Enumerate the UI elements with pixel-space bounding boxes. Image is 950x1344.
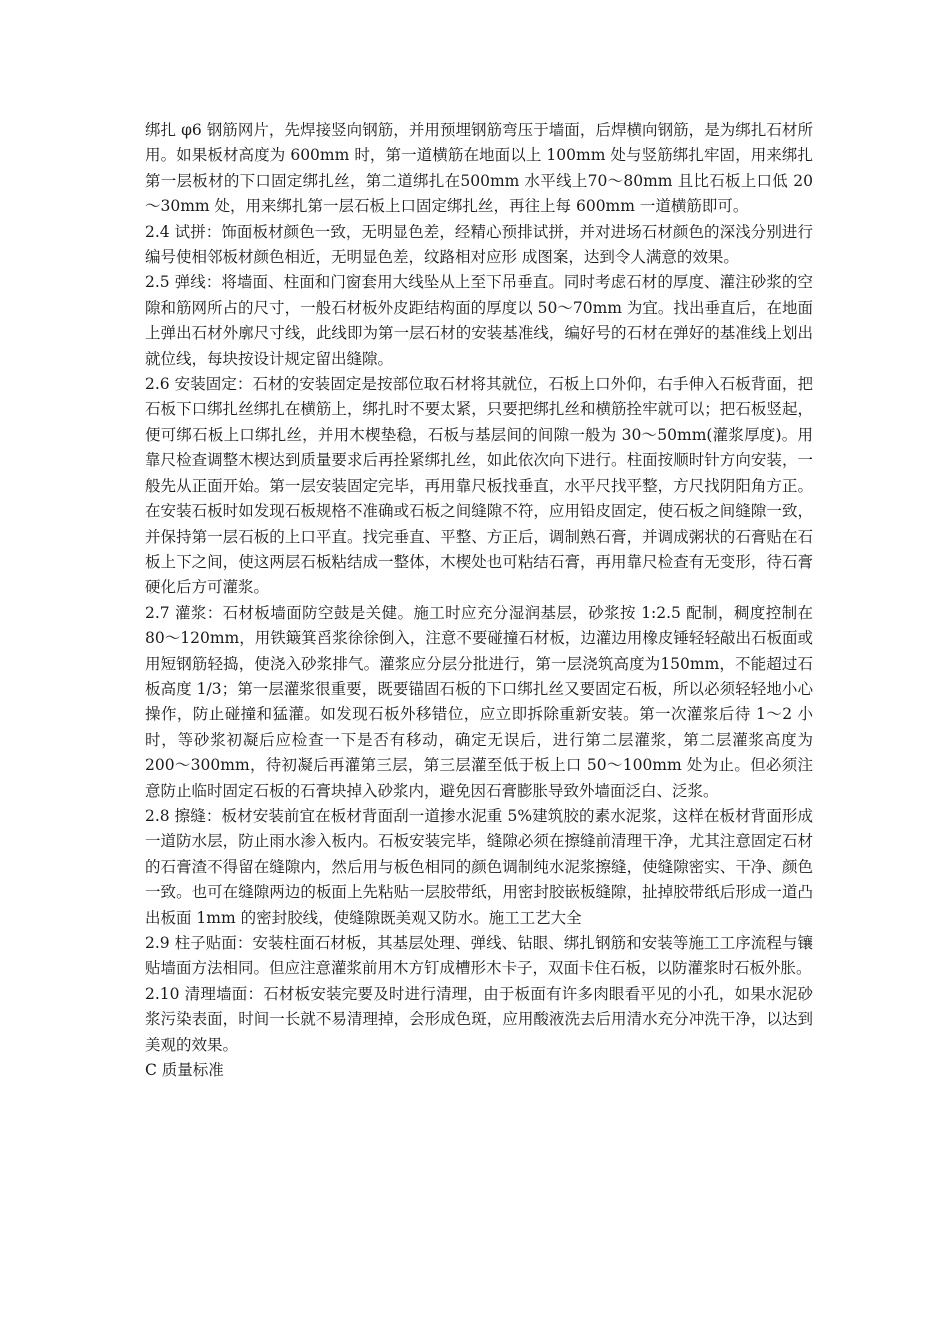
paragraph-column-facing: 2.9 柱子贴面：安装柱面石材板，其基层处理、弹线、钻眼、绑扎钢筋和安装等施工工序流程与镶贴墙面方法相同。但应注意灌浆前用木方钉成槽形木卡子，双面卡住石板，以防灌浆时石板外胀。 xyxy=(145,934,813,978)
paragraph-grouting: 2.7 灌浆：石材板墙面防空鼓是关健。施工时应充分湿润基层，砂浆按 1:2.5 配制，稠度控制在 80～120mm，用铁簸箕舀浆徐徐倒入，注意不要碰撞石材板，边灌边用橡皮锤轻轻敲出石板面或用短钢筋轻捣，使浇入砂浆排气。灌浆应分层分批进行，第一层浇筑高度为150mm，不能超过石板高度 1/3；第一层灌浆很重要，既要锚固石板的下口绑扎丝又要固定石板，所以必须轻轻地小心操作，防止碰撞和猛灌。如发现石板外移错位，应立即拆除重新安装。第一次灌浆后待 1～2 小时，等砂浆初凝后应检查一下是否有移动，确定无误后，进行第二层灌浆，第二层灌浆高度为 200～300mm，待初凝后再灌第三层，第三层灌至低于板上口 50～100mm 处为止。但必须注意防止临时固定石板的石膏块掉入砂浆内，避免因石膏膨胀导致外墙面泛白、泛浆。 xyxy=(145,603,813,800)
paragraph-install-fixing: 2.6 安装固定：石材的安装固定是按部位取石材将其就位，石板上口外仰，右手伸入石板背面，把石板下口绑扎丝绑扎在横筋上，绑扎时不要太紧，只要把绑扎丝和横筋拴牢就可以；把石板竖起，便可绑石板上口绑扎丝，并用木楔垫稳，石板与基层间的间隙一般为 30～50mm(灌浆厚度)。用靠尺检查调整木楔达到质量要求后再拴紧绑扎丝，如此依次向下进行。柱面按顺时针方向安装，一般先从正面开始。第一层安装固定完毕，再用靠尺板找垂直，水平尺找平整，方尺找阴阳角方正。在安装石板时如发现石板规格不准确或石板之间缝隙不符，应用铅皮固定，使石板之间缝隙一致，并保持第一层石板的上口平直。找完垂直、平整、方正后，调制熟石膏，并调成粥状的石膏贴在石板上下之间，使这两层石板粘结成一整体，木楔处也可粘结石膏，再用靠尺检查有无变形，待石膏硬化后方可灌浆。 xyxy=(145,375,813,597)
paragraph-wall-cleaning: 2.10 清理墙面：石材板安装完要及时进行清理，由于板面有许多肉眼看平见的小孔，如果水泥砂浆污染表面，时间一长就不易清理掉，会形成色斑，应用酸液洗去后用清水充分冲洗干净，以达到美观的效果。 xyxy=(145,984,813,1054)
paragraph-line-marking: 2.5 弹线：将墙面、柱面和门窗套用大线坠从上至下吊垂直。同时考虑石材的厚度、灌注砂浆的空隙和筋网所占的尺寸，一般石材板外皮距结构面的厚度以 50～70mm 为宜。找出垂直后，在地面上弹出石材外廓尺寸线，此线即为第一层石材的安装基准线，编好号的石材在弹好的基准线上划出就位线，每块按设计规定留出缝隙。 xyxy=(145,273,813,368)
paragraph-rebar-mesh: 绑扎 φ6 钢筋网片，先焊接竖向钢筋，并用预埋钢筋弯压于墙面，后焊横向钢筋，是为绑扎石材所用。如果板材高度为 600mm 时，第一道横筋在地面以上 100mm 处与竖筋绑扎牢固，用来绑扎第一层板材的下口固定绑扎丝，第二道绑扎在500mm 水平线上70～80mm 且比石板上口低 20～30mm 处，用来绑扎第一层石板上口固定绑扎丝，再往上每 600mm 一道横筋即可。 xyxy=(145,121,813,216)
paragraph-joint-wiping: 2.8 擦缝：板材安装前宜在板材背面刮一道掺水泥重 5%建筑胶的素水泥浆，这样在板材背面形成一道防水层，防止雨水渗入板内。石板安装完毕，缝隙必须在擦缝前清理干净，尤其注意固定石材的石膏渣不得留在缝隙内，然后用与板色相同的颜色调制纯水泥浆擦缝，使缝隙密实、干净、颜色一致。也可在缝隙两边的板面上先粘贴一层胶带纸，用密封胶嵌板缝隙，扯掉胶带纸后形成一道凸出板面 1mm 的密封胶线，使缝隙既美观又防水。施工工艺大全 xyxy=(145,806,813,927)
paragraph-trial-fit: 2.4 试拼：饰面板材颜色一致，无明显色差，经精心预排试拼，并对进场石材颜色的深浅分别进行编号使相邻板材颜色相近，无明显色差，纹路相对应形 成图案，达到令人满意的效果。 xyxy=(145,222,813,267)
section-heading-quality-standard: C 质量标准 xyxy=(145,1061,224,1080)
document-body xyxy=(145,118,813,1083)
